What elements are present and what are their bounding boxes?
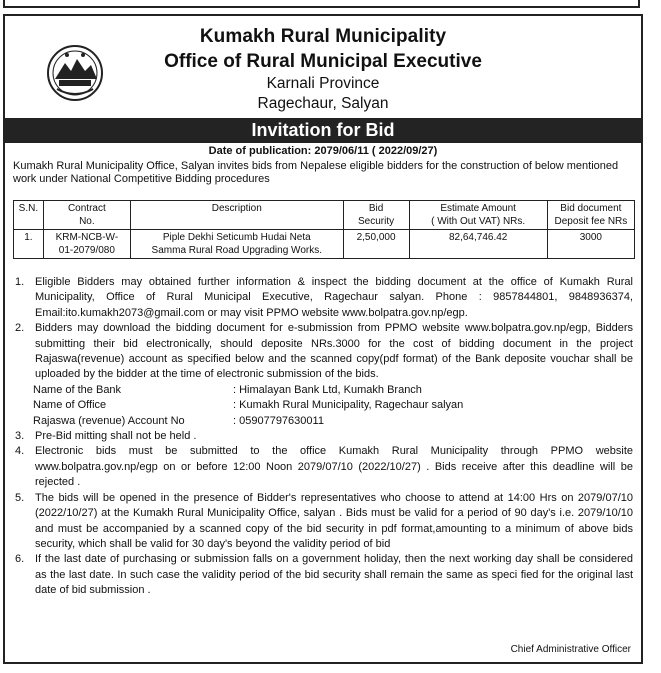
list-item	[13, 444, 633, 490]
table-header-row	[14, 201, 635, 230]
province-name: Karnali Province	[266, 75, 380, 92]
notice-frame	[3, 14, 643, 664]
item-number: 3.	[15, 430, 25, 443]
table-row	[14, 230, 635, 259]
item-number: 1.	[15, 276, 25, 288]
header-sn: S.N.	[14, 201, 44, 230]
bank-detail-label: Rajaswa (revenue) Account No	[33, 414, 185, 427]
header-fee: Bid document Deposit fee NRs	[547, 201, 634, 230]
bank-detail-label: Name of the Bank	[33, 383, 122, 396]
top-border	[3, 0, 640, 8]
list-item	[13, 491, 633, 553]
header-estimate: Estimate Amount ( With Out VAT) NRs.	[409, 201, 547, 230]
header-contract: Contract No.	[43, 201, 130, 230]
bank-detail-row	[13, 398, 633, 413]
item-number: 2.	[15, 322, 25, 335]
list-item	[13, 321, 633, 383]
cell-description: Piple Dekhi Seticumb Hudai Neta Samma Rural Road Upgrading Works.	[130, 230, 343, 259]
cell-contract: KRM-NCB-W- 01-2079/080	[43, 230, 130, 259]
item-text: Bidders may download the bidding document for e-submission from PPMO website www.bolpatra.gov.np/egp, Bidders submitting their bid electronically, should deposite NRs.3000 for the cost of bidding document in the project Rajaswa(revenue) account as specified below and the scanned copy(pdf format) of the Bank deposite vouchar shall be uploaded by the bidder at the time of electronic submission of the bids.	[35, 322, 633, 381]
item-text: Eligible Bidders may obtained further information & inspect the bidding document at the office of Kumakh Rural Municipality, Office of Rural Municipal Executive, Ragechaur salyan. Phone : 9857844801, 9848936374, Email:ito.kumakh2073@gmail.com or may visit PPMO website www.bolpatra.gov.np/egp.	[35, 276, 633, 319]
municipality-name: Kumakh Rural Municipality	[199, 26, 447, 47]
item-text: Pre-Bid mitting shall not be held .	[35, 430, 197, 443]
item-text: The bids will be opened in the presence of Bidder's representatives who choose to attend at 14:00 Hrs on 2079/07/10 (2022/10/27) at the Kumakh Rural Municipality Office, salyan . Bids must be valid for a period of 90 day's i.e. 2079/10/10 and must be accompanied by a scanned copy of the bid security in pdf format,amounting to a minimum of above bids security, which shall be valid for 30 day's beyond the validity period of bid	[35, 491, 633, 550]
list-item	[13, 275, 633, 321]
item-number: 4.	[15, 445, 25, 458]
header-security: Bid Security	[343, 201, 409, 230]
terms-list	[13, 275, 633, 599]
item-number: 6.	[15, 553, 25, 566]
item-number: 5.	[15, 491, 25, 504]
item-text: Electronic bids must be submitted to the office Kumakh Rural Municipality through PPMO website www.bolpatra.gov.np/egp on or before 12:00 Noon 2079/07/10 (2022/10/27) . Bids receive after this deadline will be rejected .	[35, 445, 633, 489]
item-text: If the last date of purchasing or submission falls on a government holiday, then the next working day shall be considered as the last date. In such case the validity period of the bid security shall remain the same as speci fied for the original last date of bid submission .	[35, 553, 633, 597]
notice-title: Invitation for Bid	[5, 118, 641, 143]
list-item	[13, 429, 633, 444]
bank-detail-label: Name of Office	[33, 399, 107, 412]
bank-detail-value: : Himalayan Bank Ltd, Kumakh Branch	[233, 383, 422, 396]
publication-date: Date of publication: 2079/06/11 ( 2022/09/27)	[208, 145, 438, 157]
office-name: Office of Rural Municipal Executive	[164, 51, 482, 72]
location-name: Ragechaur, Salyan	[257, 95, 389, 112]
bank-detail-value: : Kumakh Rural Municipality, Ragechaur salyan	[233, 399, 464, 412]
signature: Chief Administrative Officer	[510, 644, 631, 655]
notice-header	[5, 16, 641, 116]
list-item	[13, 552, 633, 598]
intro-paragraph: Kumakh Rural Municipality Office, Salyan invites bids from Nepalese eligible bidders for the construction of below mentioned work under National Competitive Bidding procedures	[13, 160, 619, 185]
bank-detail-value: : 05907797630011	[233, 414, 324, 427]
bid-table	[13, 200, 635, 259]
cell-fee: 3000	[547, 230, 634, 259]
bank-detail-row	[13, 383, 633, 398]
cell-security: 2,50,000	[343, 230, 409, 259]
bank-detail-row	[13, 414, 633, 429]
cell-sn: 1.	[14, 230, 44, 259]
cell-estimate: 82,64,746.42	[409, 230, 547, 259]
header-description: Description	[130, 201, 343, 230]
